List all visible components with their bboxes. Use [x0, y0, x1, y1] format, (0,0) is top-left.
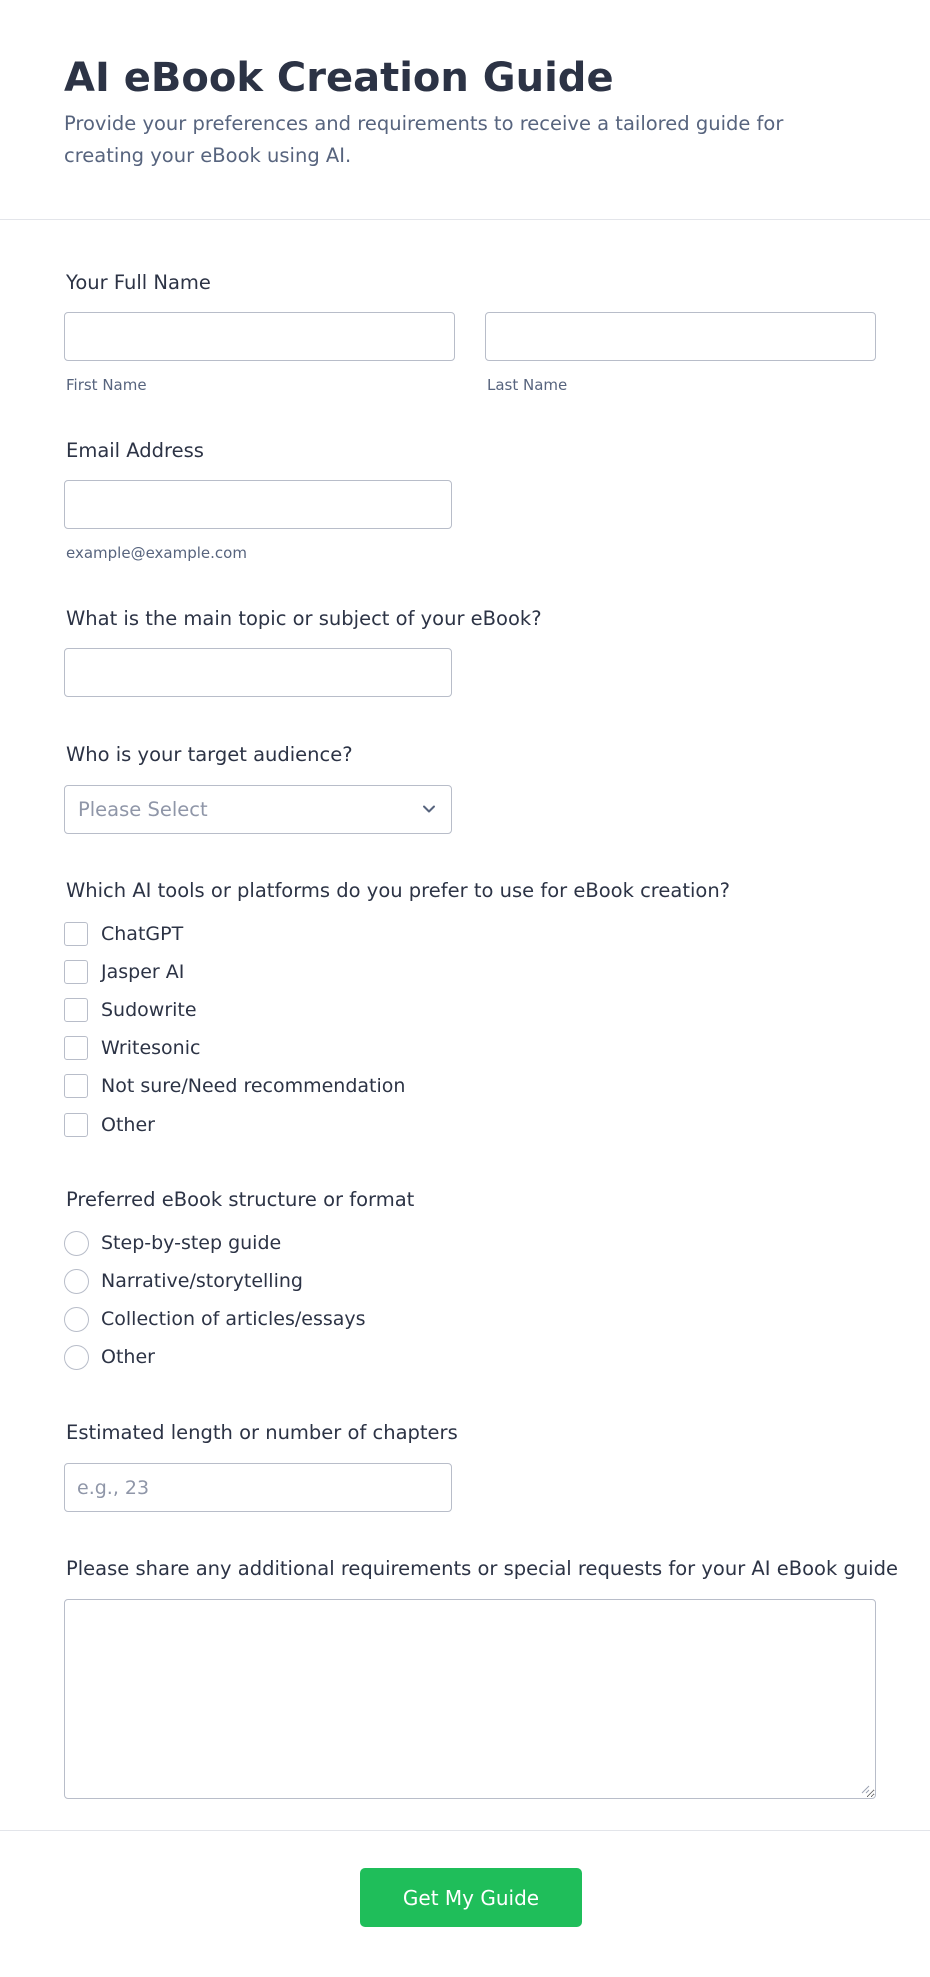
checkbox-label: Not sure/Need recommendation: [101, 1075, 406, 1097]
audience-select[interactable]: [64, 785, 452, 834]
radio-label: Other: [101, 1346, 155, 1368]
ai-tools-label: Which AI tools or platforms do you prefer to use for eBook creation?: [66, 879, 731, 902]
chevron-down-icon: [421, 801, 437, 817]
page-title: AI eBook Creation Guide: [64, 55, 614, 101]
email-label: Email Address: [66, 439, 204, 462]
radio-label: Step-by-step guide: [101, 1232, 282, 1254]
full-name-label: Your Full Name: [66, 271, 211, 294]
checkbox-label: ChatGPT: [101, 923, 184, 945]
radio-button[interactable]: [64, 1345, 89, 1370]
length-input[interactable]: [64, 1463, 452, 1512]
checkbox-label: Other: [101, 1114, 155, 1136]
audience-label: Who is your target audience?: [66, 743, 353, 766]
checkbox-option-other[interactable]: [64, 1113, 664, 1139]
email-sublabel: example@example.com: [66, 544, 247, 562]
footer-divider: [0, 1830, 930, 1831]
checkbox[interactable]: [64, 1113, 88, 1137]
first-name-sublabel: First Name: [66, 376, 147, 394]
length-label: Estimated length or number of chapters: [66, 1421, 458, 1444]
form-header: [0, 0, 930, 220]
additional-requirements-textarea[interactable]: [64, 1599, 876, 1799]
radio-label: Narrative/storytelling: [101, 1270, 303, 1292]
resize-grip-icon[interactable]: [860, 1784, 870, 1794]
checkbox-option-not-sure[interactable]: [64, 1074, 664, 1100]
checkbox[interactable]: [64, 960, 88, 984]
additional-requirements-label: Please share any additional requirements or special requests for your AI eBook guide: [66, 1557, 898, 1580]
radio-option-narrative[interactable]: [64, 1269, 664, 1295]
email-input[interactable]: [64, 480, 452, 529]
topic-input[interactable]: [64, 648, 452, 697]
checkbox-option-chatgpt[interactable]: [64, 922, 664, 948]
checkbox-label: Jasper AI: [101, 961, 185, 983]
checkbox-option-sudowrite[interactable]: [64, 998, 664, 1024]
radio-button[interactable]: [64, 1231, 89, 1256]
checkbox-label: Writesonic: [101, 1037, 201, 1059]
last-name-sublabel: Last Name: [487, 376, 568, 394]
get-my-guide-button[interactable]: Get My Guide: [360, 1868, 582, 1927]
checkbox[interactable]: [64, 1074, 88, 1098]
structure-label: Preferred eBook structure or format: [66, 1188, 415, 1211]
radio-button[interactable]: [64, 1307, 89, 1332]
radio-option-step-by-step[interactable]: [64, 1231, 664, 1257]
radio-option-collection[interactable]: [64, 1307, 664, 1333]
checkbox[interactable]: [64, 922, 88, 946]
radio-button[interactable]: [64, 1269, 89, 1294]
first-name-input[interactable]: [64, 312, 455, 361]
checkbox-option-jasper-ai[interactable]: [64, 960, 664, 986]
checkbox[interactable]: [64, 1036, 88, 1060]
radio-option-other[interactable]: [64, 1345, 664, 1371]
page-subtitle: Provide your preferences and requirements to receive a tailored guide for creating your eBook using AI.: [64, 112, 784, 167]
last-name-input[interactable]: [485, 312, 876, 361]
radio-label: Collection of articles/essays: [101, 1308, 366, 1330]
topic-label: What is the main topic or subject of your eBook?: [66, 607, 542, 630]
audience-selected-value: Please Select: [78, 798, 208, 821]
checkbox[interactable]: [64, 998, 88, 1022]
checkbox-label: Sudowrite: [101, 999, 197, 1021]
checkbox-option-writesonic[interactable]: [64, 1036, 664, 1062]
